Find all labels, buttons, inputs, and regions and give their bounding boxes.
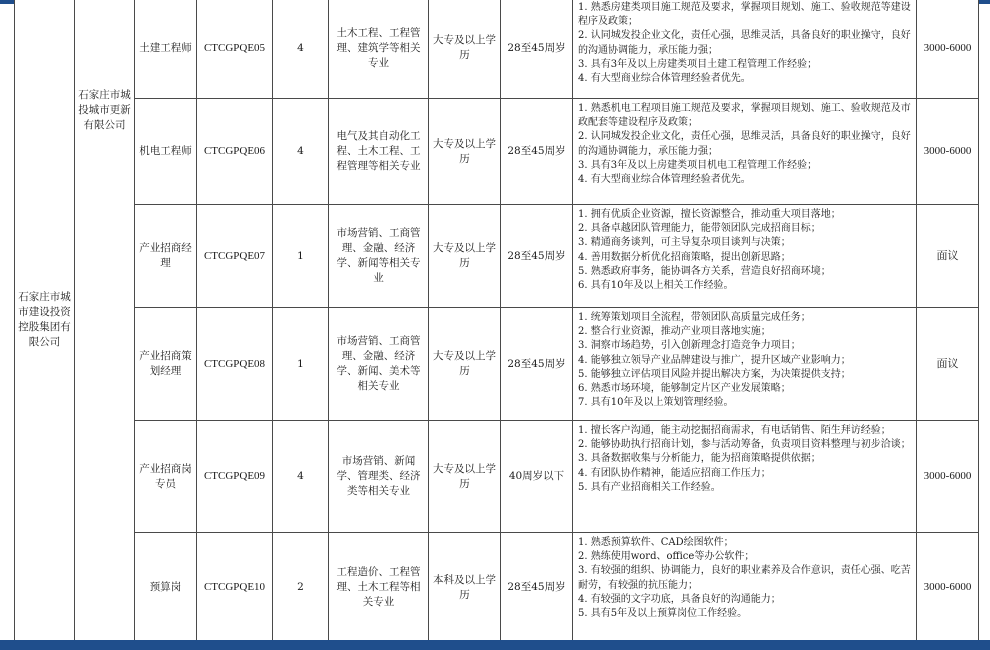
salary-cell: 面议	[917, 205, 979, 308]
position-cell: 土建工程师	[135, 0, 197, 99]
requirement-line: 1. 拥有优质企业资源，擅长资源整合，推动重大项目落地；	[578, 209, 841, 220]
table-row	[15, 99, 979, 205]
table-row	[15, 205, 979, 308]
requirement-line: 4. 善用数据分析优化招商策略，提出创新思路；	[578, 251, 791, 263]
requirement-line: 4. 有较强的文字功底，具备良好的沟通能力；	[578, 593, 781, 605]
requirement-line: 1. 熟悉机电工程项目施工规范及要求，掌握项目规划、施工、验收规范及市政配套等建设程序及政策；	[578, 103, 911, 129]
count-cell: 1	[273, 308, 329, 421]
code-cell: CTCGPQE05	[197, 0, 273, 99]
requirement-line: 1. 统筹策划项目全流程，带领团队高质量完成任务；	[578, 312, 811, 323]
education-cell: 大专及以上学历	[429, 308, 501, 421]
count-cell: 4	[273, 99, 329, 205]
requirement-line: 2. 熟练使用word、office等办公软件；	[578, 551, 755, 563]
position-cell: 产业招商经理	[135, 205, 197, 308]
requirement-line: 2. 能够协助执行招商计划，参与活动筹备，负责项目资料整理与初步洽谈；	[578, 439, 911, 451]
table-row	[15, 308, 979, 421]
requirements-cell	[573, 0, 917, 99]
code-cell: CTCGPQE09	[197, 421, 273, 533]
age-cell: 28至45周岁	[501, 99, 573, 205]
age-cell: 28至45周岁	[501, 308, 573, 421]
bottom-border-bar	[0, 640, 990, 650]
requirement-line: 3. 精通商务谈判，可主导复杂项目谈判与决策；	[578, 237, 791, 249]
code-cell: CTCGPQE06	[197, 99, 273, 205]
table-row	[15, 0, 979, 99]
requirement-line: 6. 具有10年及以上相关工作经验。	[578, 280, 734, 292]
count-cell: 2	[273, 533, 329, 643]
salary-cell: 面议	[917, 308, 979, 421]
code-cell: CTCGPQE08	[197, 308, 273, 421]
company-cell: 石家庄市城市建设投资控股集团有限公司	[15, 0, 75, 643]
requirement-line: 5. 熟悉政府事务，能协调各方关系，营造良好招商环境；	[578, 265, 831, 277]
major-cell: 工程造价、工程管理、土木工程等相关专业	[329, 533, 429, 643]
education-cell: 大专及以上学历	[429, 421, 501, 533]
requirement-line: 3. 具有3年及以上房建类项目土建工程管理工作经验；	[578, 58, 818, 70]
job-table	[14, 0, 979, 643]
major-cell: 市场营销、工商管理、金融、经济学、新闻等相关专业	[329, 205, 429, 308]
age-cell: 28至45周岁	[501, 205, 573, 308]
table-row	[15, 533, 979, 643]
requirements-cell	[573, 205, 917, 308]
salary-cell: 3000-6000	[917, 533, 979, 643]
requirement-line: 5. 具有产业招商相关工作经验。	[578, 481, 721, 493]
age-cell: 28至45周岁	[501, 533, 573, 643]
requirement-line: 2. 认同城发投企业文化，责任心强，思维灵活，具备良好的职业操守，良好的沟通协调能力，承压能力强；	[578, 131, 911, 157]
requirement-line: 5. 能够独立评估项目风险并提出解决方案，为决策提供支持；	[578, 368, 851, 380]
code-cell: CTCGPQE07	[197, 205, 273, 308]
code-cell: CTCGPQE10	[197, 533, 273, 643]
age-cell: 40周岁以下	[501, 421, 573, 533]
requirement-line: 7. 具有10年及以上策划管理经验。	[578, 397, 734, 409]
education-cell: 本科及以上学历	[429, 533, 501, 643]
subsidiary-cell: 石家庄市城投城市更新有限公司	[75, 0, 135, 643]
requirement-line: 3. 洞察市场趋势，引入创新理念打造竞争力项目；	[578, 340, 801, 352]
major-cell: 电气及其自动化工程、土木工程、工程管理等相关专业	[329, 99, 429, 205]
major-cell: 市场营销、新闻学、管理类、经济类等相关专业	[329, 421, 429, 533]
education-cell: 大专及以上学历	[429, 0, 501, 99]
count-cell: 4	[273, 0, 329, 99]
requirement-line: 2. 认同城发投企业文化，责任心强，思维灵活，具备良好的职业操守，良好的沟通协调能力，承压能力强；	[578, 30, 911, 56]
position-cell: 产业招商策划经理	[135, 308, 197, 421]
requirement-line: 1. 熟悉房建类项目施工规范及要求，掌握项目规划、施工、验收规范等建设程序及政策；	[578, 2, 911, 28]
position-cell: 产业招商岗专员	[135, 421, 197, 533]
requirement-line: 3. 具备数据收集与分析能力，能为招商策略提供依据；	[578, 453, 821, 465]
education-cell: 大专及以上学历	[429, 205, 501, 308]
major-cell: 土木工程、工程管理、建筑学等相关专业	[329, 0, 429, 99]
salary-cell: 3000-6000	[917, 421, 979, 533]
requirement-line: 2. 整合行业资源，推动产业项目落地实施；	[578, 326, 771, 338]
salary-cell: 3000-6000	[917, 0, 979, 99]
requirement-line: 1. 擅长客户沟通，能主动挖掘招商需求，有电话销售、陌生拜访经验；	[578, 425, 891, 436]
requirements-cell	[573, 533, 917, 643]
requirement-line: 1. 熟悉预算软件、CAD绘图软件；	[578, 537, 734, 548]
requirement-line: 4. 能够独立领导产业品牌建设与推广，提升区域产业影响力；	[578, 354, 851, 366]
education-cell: 大专及以上学历	[429, 99, 501, 205]
requirement-line: 3. 具有3年及以上房建类项目机电工程管理工作经验；	[578, 159, 818, 171]
age-cell: 28至45周岁	[501, 0, 573, 99]
requirements-cell	[573, 99, 917, 205]
major-cell: 市场营销、工商管理、金融、经济学、新闻、美术等相关专业	[329, 308, 429, 421]
salary-cell: 3000-6000	[917, 99, 979, 205]
count-cell: 1	[273, 205, 329, 308]
requirement-line: 4. 有大型商业综合体管理经验者优先。	[578, 73, 751, 85]
requirement-line: 4. 有大型商业综合体管理经验者优先。	[578, 174, 751, 186]
requirement-line: 2. 具备卓越团队管理能力，能带领团队完成招商目标；	[578, 223, 821, 235]
table-row	[15, 421, 979, 533]
requirements-cell	[573, 308, 917, 421]
requirements-cell	[573, 421, 917, 533]
count-cell: 4	[273, 421, 329, 533]
requirement-line: 6. 熟悉市场环境，能够制定片区产业发展策略；	[578, 383, 791, 395]
requirement-line: 4. 有团队协作精神，能适应招商工作压力；	[578, 467, 771, 479]
position-cell: 预算岗	[135, 533, 197, 643]
requirement-line: 3. 有较强的组织、协调能力，良好的职业素养及合作意识，责任心强、吃苦耐劳，有较强的抗压能力；	[578, 565, 911, 591]
position-cell: 机电工程师	[135, 99, 197, 205]
requirement-line: 5. 具有5年及以上预算岗位工作经验。	[578, 608, 748, 620]
